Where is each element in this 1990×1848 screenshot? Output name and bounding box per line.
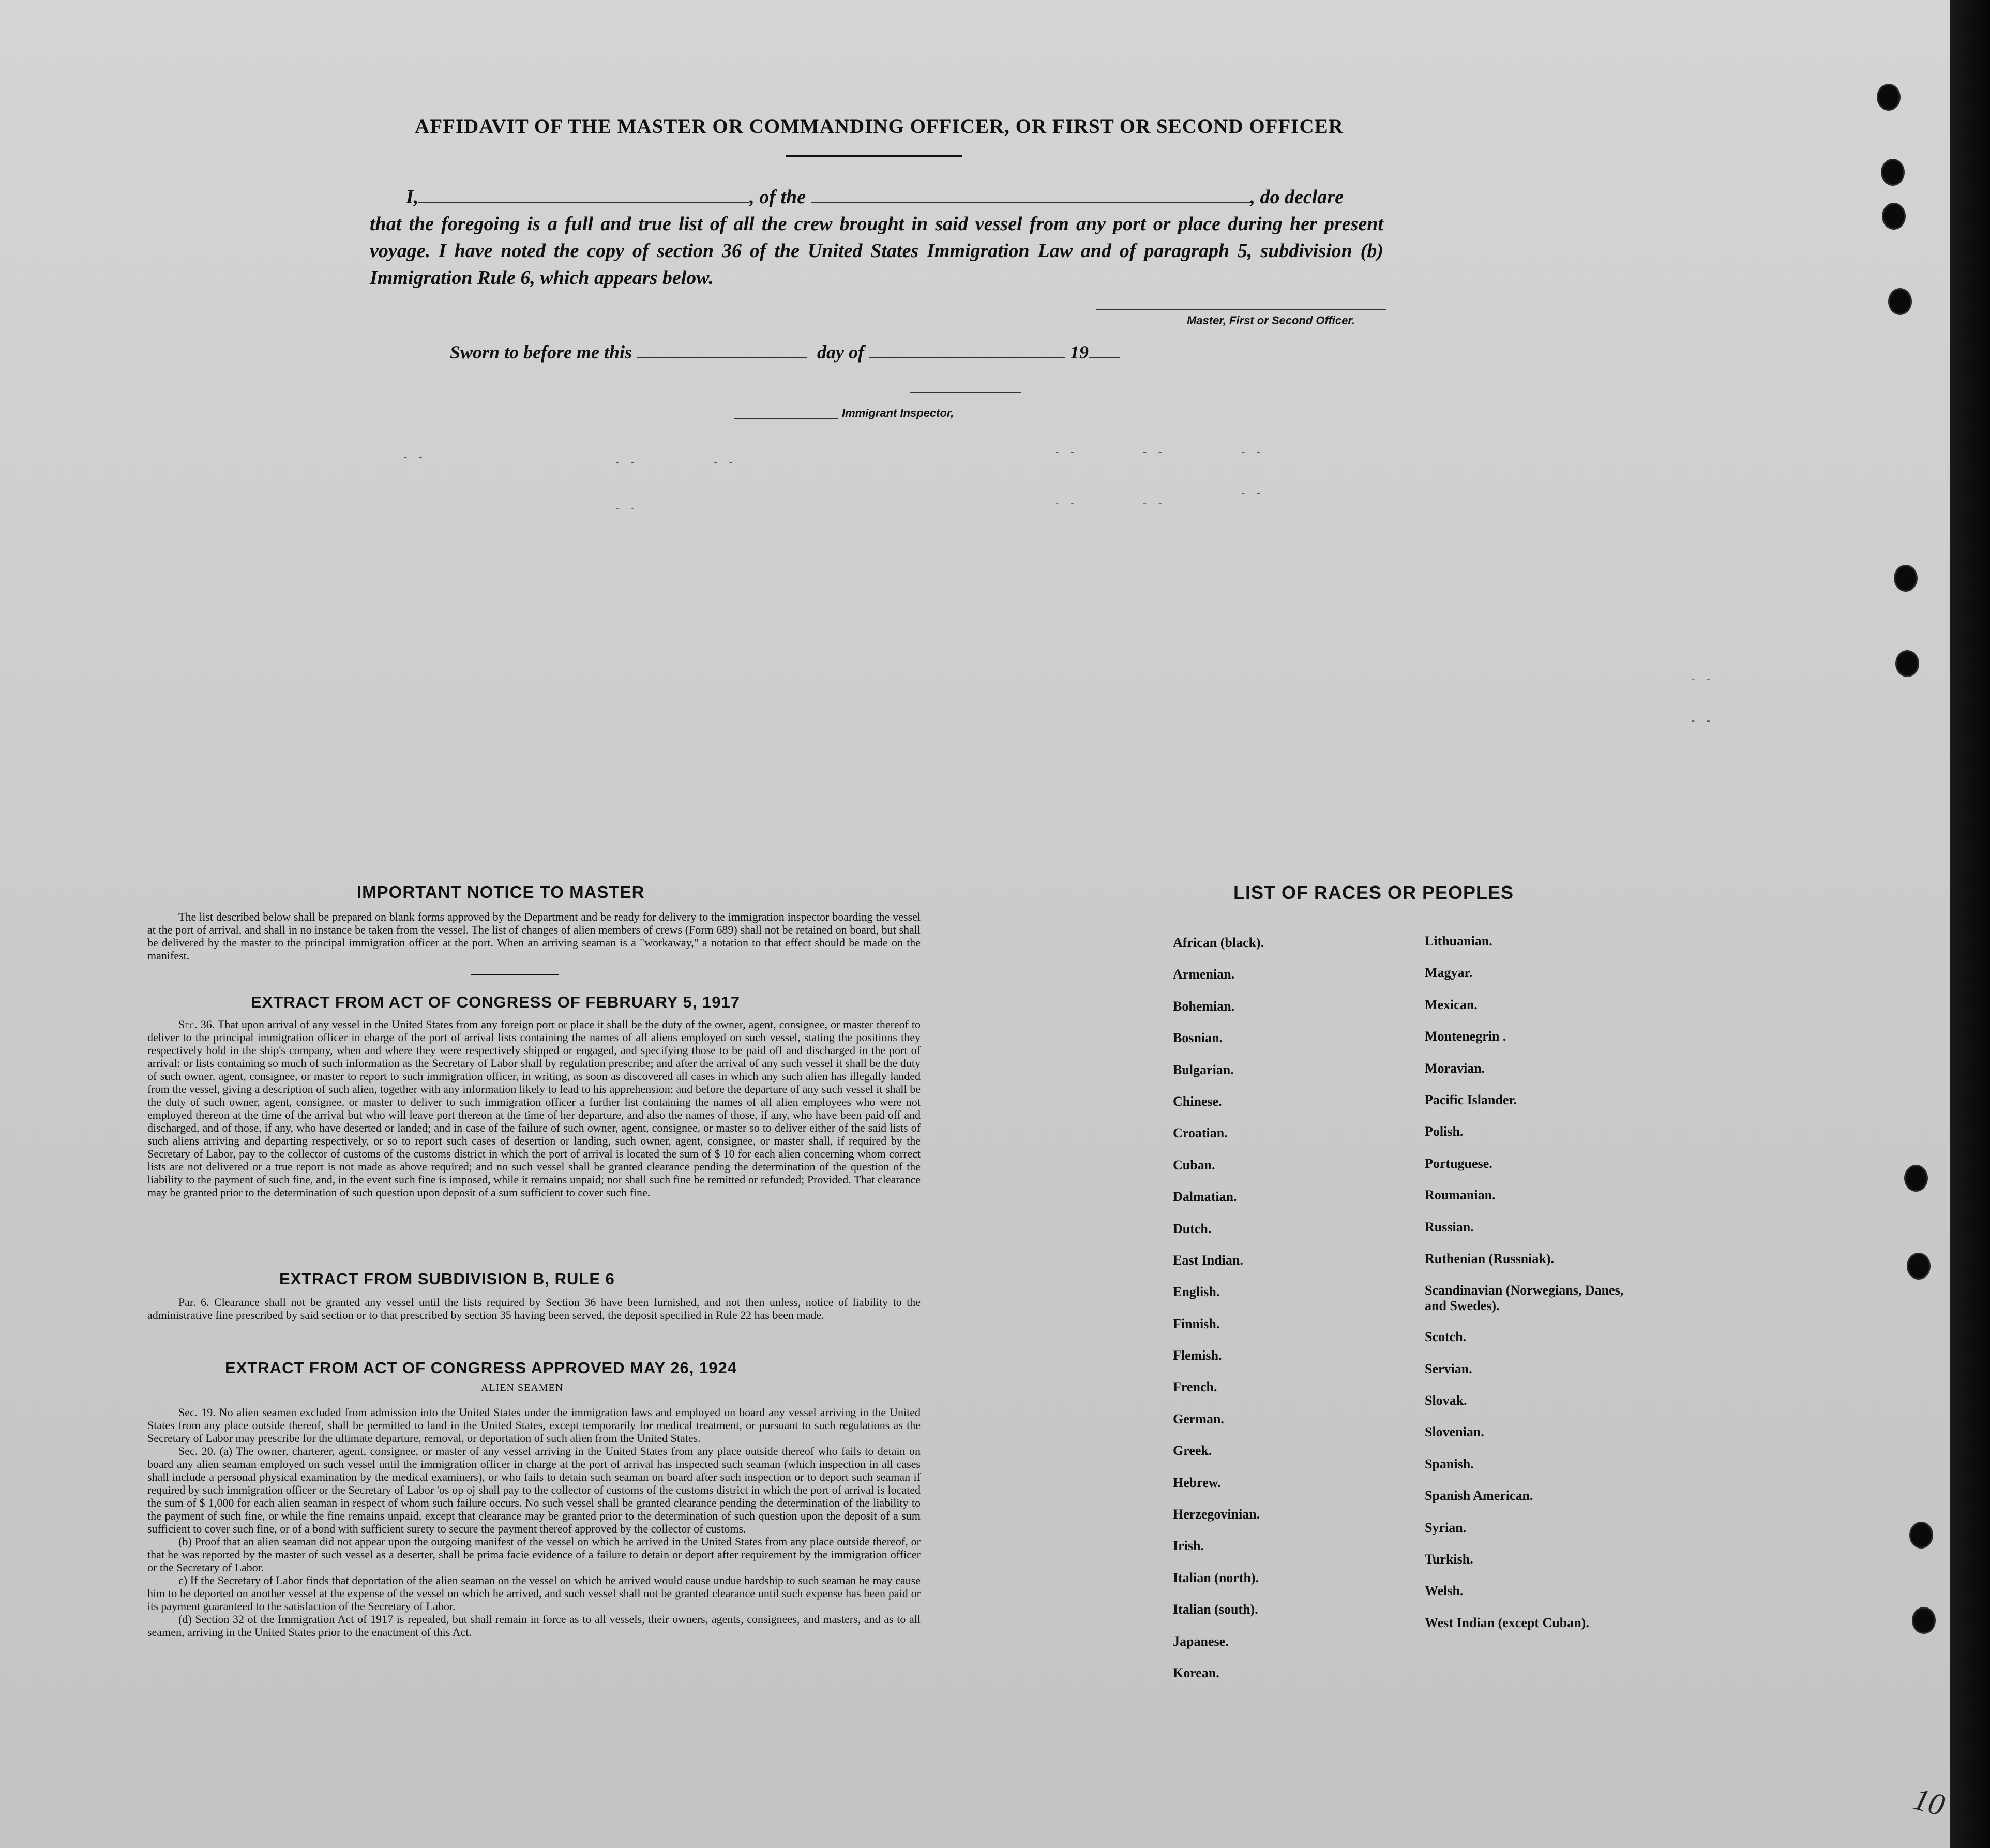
race-item: Cuban. [1173,1157,1215,1173]
sworn-year-blank[interactable] [1089,342,1120,358]
sec20a-paragraph: Sec. 20. (a) The owner, charterer, agent, consignee, or master of any vessel arriving in the United States from any place outside thereof who fails to detain on board any alien seaman employed on such vessel until the immigration officer in charge at the port of arrival has inspected such seaman (which inspection in all cases shall include a personal physical examination by the medical examiners), or who fails to detain such seaman on board after such inspection or to deport such seaman if required by such immigration officer or the Secretary of Labor 'os op oj shall pay to the collector of customs of the customs district in which the port of arrival is located the sum of $ 1,000 for each alien seaman in respect of whom such failure occurs. No such vessel shall be granted clearance pending the determination of the liability to the payment of such fine, or while the fine remains unpaid, except that clearance may be granted prior to the determination of such question upon the deposit of a sum sufficient to cover such fine, or of a bond with sufficient surety to secure the payment thereof approved by the collector of customs. [147,1445,921,1535]
binder-hole [1906,1166,1926,1190]
races-heading: LIST OF RACES OR PEOPLES [1233,882,1514,903]
sec19-paragraph: Sec. 19. No alien seamen excluded from admission into the United States under the immigration laws and employed on board any vessel arriving in the United States from any place outside thereof, shall be permitted to land in the United States, except temporarily for medical treatment, or pursuant to such regulations as the Secretary of Labor may prescribe for the ultimate departure, removal, or deportation of such alien from the United States. [147,1406,921,1445]
notice-divider [471,974,559,975]
binder-hole [1882,160,1903,184]
race-item: French. [1173,1379,1217,1395]
race-item: Lithuanian. [1425,934,1492,949]
race-item: Slovak. [1425,1393,1467,1408]
race-item: Montenegrin . [1425,1029,1506,1044]
binder-hole [1878,85,1899,109]
affidavit-of-the-label: , of the [749,186,806,208]
extract-1924-heading: EXTRACT FROM ACT OF CONGRESS APPROVED MAY 26, 1924 [225,1359,737,1377]
affidavit-first-line [370,184,1383,211]
race-item: Dutch. [1173,1221,1212,1236]
binder-hole [1883,204,1904,228]
race-item: Irish. [1173,1538,1204,1554]
race-item: Magyar. [1425,965,1473,981]
race-item: Italian (north). [1173,1570,1259,1585]
sworn-day-blank[interactable] [637,342,807,358]
bleed-through-marks: - - [714,455,737,468]
race-item: Herzegovinian. [1173,1507,1260,1522]
extract-1917-body: That upon arrival of any vessel in the United States from any foreign port or place it shall be the duty of the owner, agent, consignee, or master thereof to deliver to the principal immigration officer in charge of the port of arrival lists containing the names of all aliens employed on such vessel, stating the positions they respectively hold in the ship's company, when and where they were respectively shipped or engaged, and specifying those to be paid off and discharged in the port of arrival: or lists containing so much of such information as the Secretary of Labor shall by regulation prescribe; and after the arrival of any such vessel it shall be the duty of such owner, agent, consignee, or master to report to such immigration officer, in writing, as soon as discovered all cases in which any such alien has illegally landed from the vessel, giving a description of such alien, together with any information likely to lead to his apprehension; and before the departure of any such vessel it shall be the duty of such owner, agent, consignee, or master to deliver to such immigration officer a further list containing the names of all alien employees who were not employed thereon at the time of the arrival but who will leave port thereon at the time of her departure, and also the names of those, if any, who have been paid off and discharged, and of those, if any, who have deserted or landed; and in case of the failure of such owner, agent, consignee, or master so to deliver either of the said lists of such aliens arriving and departing respectively, or so to report such cases of desertion or landing, such owner, agent, consignee, or master shall, if required by the Secretary of Labor, pay to the collector of customs of the customs district in which the port of arrival is located the sum of $ 10 for each alien concerning whom correct lists are not delivered or a true report is not made as above required; and no such vessel shall be granted clearance pending the determination of the question of the liability to the payment of such fine, and, in the event such fine is imposed, while it remains unpaid; nor shall such fine be remitted or refunded; Provided. That clearance may be granted prior to the determination of such question upon deposit of a sum sufficient to cover such fine. [147,1018,921,1199]
bleed-through-marks: - - [1241,445,1264,458]
extract-1917-heading: EXTRACT FROM ACT OF CONGRESS OF FEBRUARY 5, 1917 [251,993,740,1011]
race-item: Bulgarian. [1173,1062,1234,1077]
rule6-text [147,1296,921,1321]
race-item: German. [1173,1411,1224,1426]
sec20c-paragraph: c) If the Secretary of Labor finds that deportation of the alien seaman on the vessel on which he arrived would cause undue hardship to such seaman he may cause him to be deported on another vessel at the expense of the vessel on which he arrived, and such vessel shall not be granted clearance until such expense has been paid or its payment guaranteed to the satisfaction of the Secretary of Labor. [147,1574,921,1613]
affidavit-body: that the foregoing is a full and true list of all the crew brought in said vessel from any port or place during her present voyage. I have noted the copy of section 36 of the United States Immigration Law and of paragraph 5, subdivision (b) Immigration Rule 6, which appears below. [370,213,1383,289]
bleed-through-marks: - - [1143,497,1166,509]
race-item: Bosnian. [1173,1030,1223,1046]
race-item: Moravian. [1425,1060,1485,1076]
extract-1924-text [147,1406,921,1639]
race-item: Hebrew. [1173,1475,1221,1490]
race-item: Korean. [1173,1665,1219,1680]
day-of-label: day of [817,342,865,363]
bleed-through-marks: - - [403,450,427,463]
races-left-column [1173,935,1359,1697]
race-item: Portuguese. [1425,1155,1492,1171]
race-item: Mexican. [1425,997,1478,1012]
notice-text [147,910,921,962]
binder-hole [1897,652,1918,675]
bleed-through-marks: - - [1241,486,1264,499]
race-item: Armenian. [1173,967,1235,982]
bleed-through-marks: - - [1143,445,1166,458]
sec20b-paragraph: (b) Proof that an alien seaman did not appear upon the outgoing manifest of the vessel on which he arrived in the United States from any place outside thereof, or that he was reported by the master of such vessel as a deserter, shall be prima facie evidence of a failure to detain or deport after requirement by the immigration officer or the Secretary of Labor. [147,1535,921,1574]
race-item: Syrian. [1425,1520,1467,1535]
rule6-heading: EXTRACT FROM SUBDIVISION B, RULE 6 [279,1270,615,1288]
race-item: Greek. [1173,1443,1212,1459]
bleed-through-marks: - - [1055,445,1078,458]
binder-hole [1890,290,1910,313]
extract-1917-text [147,1018,921,1199]
race-item: Chinese. [1173,1093,1222,1109]
binder-hole [1895,566,1916,590]
bleed-through-marks: - - [1691,714,1714,727]
race-item: Finnish. [1173,1316,1220,1331]
sworn-label: Sworn to before me this [450,342,632,363]
affidavit-title: AFFIDAVIT OF THE MASTER OR COMMANDING OFFICER, OR FIRST OR SECOND OFFICER [415,115,1344,138]
sworn-month-blank[interactable] [869,342,1065,358]
race-item: Servian. [1425,1361,1472,1376]
race-item: Dalmatian. [1173,1189,1237,1205]
affidavit-i-label: I, [406,186,419,208]
sec20d-paragraph: (d) Section 32 of the Immigration Act of 1917 is repealed, but shall remain in force as to all vessels, their owners, agents, consignees, and masters, and as to all seamen, arriving in the United States prior to the enactment of this Act. [147,1613,921,1639]
alien-seamen-subheading: ALIEN SEAMEN [481,1382,564,1393]
inspector-signature-line-upper[interactable] [910,392,1021,393]
races-right-column [1425,934,1632,1657]
year-prefix: 19 [1070,342,1089,363]
rule6-paragraph: Par. 6. Clearance shall not be granted any vessel until the lists required by Section 36 have been furnished, and not then unless, notice of liability to the administrative fine prescribed by said section or to that prescribed by section 35 having been served, the deposit specified in Rule 22 has been made. [147,1296,921,1321]
race-item: Spanish American. [1425,1488,1533,1504]
race-item: West Indian (except Cuban). [1425,1615,1589,1630]
race-item: Roumanian. [1425,1188,1496,1203]
inspector-label: Immigrant Inspector, [842,407,954,419]
page-number: 10 [1909,1781,1949,1823]
race-item: Scotch. [1425,1329,1467,1345]
race-item: Polish. [1425,1124,1464,1139]
race-item: East Indian. [1173,1252,1243,1268]
master-signature-line[interactable] [1096,309,1386,310]
bleed-through-marks: - - [1055,497,1078,509]
binder-hole [1911,1523,1932,1547]
race-item: Scandinavian (Norwegians, Danes, and Swedes). [1425,1283,1624,1314]
title-underline [786,155,962,157]
extract-1917-paragraph [147,1018,921,1199]
affidavit-text [370,184,1383,291]
scan-edge-shadow [1950,0,1990,1848]
binder-hole [1913,1609,1934,1632]
inspector-signature-line-lower[interactable] [734,418,838,419]
race-item: African (black). [1173,935,1264,950]
bleed-through-marks: - - [615,455,639,468]
race-item: Russian. [1425,1219,1474,1235]
affidavit-declare-label: , do declare [1250,186,1344,208]
race-item: English. [1173,1284,1220,1300]
notice-paragraph: The list described below shall be prepared on blank forms approved by the Department and be ready for delivery to the immigration inspector boarding the vessel at the port of arrival, and shall in no instance be taken from the vessel. The list of changes of alien members of crews (Form 689) shall not be retained on board, but shall be delivered by the master to the principal immigration officer at the port. When an arriving seaman is a "workaway," a notation to that effect should be made on the manifest. [147,910,921,962]
binder-hole [1908,1254,1929,1278]
race-item: Spanish. [1425,1456,1474,1471]
sworn-line [450,341,1174,363]
race-item: Ruthenian (Russniak). [1425,1251,1554,1266]
name-blank[interactable] [418,187,749,203]
notice-heading: IMPORTANT NOTICE TO MASTER [357,882,645,902]
race-item: Croatian. [1173,1125,1228,1141]
race-item: Italian (south). [1173,1602,1258,1617]
race-item: Welsh. [1425,1583,1464,1599]
vessel-blank[interactable] [811,187,1250,203]
race-item: Slovenian. [1425,1424,1484,1440]
race-item: Bohemian. [1173,998,1235,1014]
race-item: Pacific Islander. [1425,1092,1517,1107]
master-signature-label: Master, First or Second Officer. [1187,314,1355,327]
race-item: Japanese. [1173,1633,1229,1649]
race-item: Turkish. [1425,1552,1473,1567]
race-item: Flemish. [1173,1348,1222,1363]
extract-1917-section-label: Sec. 36. [178,1018,215,1031]
bleed-through-marks: - - [1691,672,1714,685]
bleed-through-marks: - - [615,502,639,515]
